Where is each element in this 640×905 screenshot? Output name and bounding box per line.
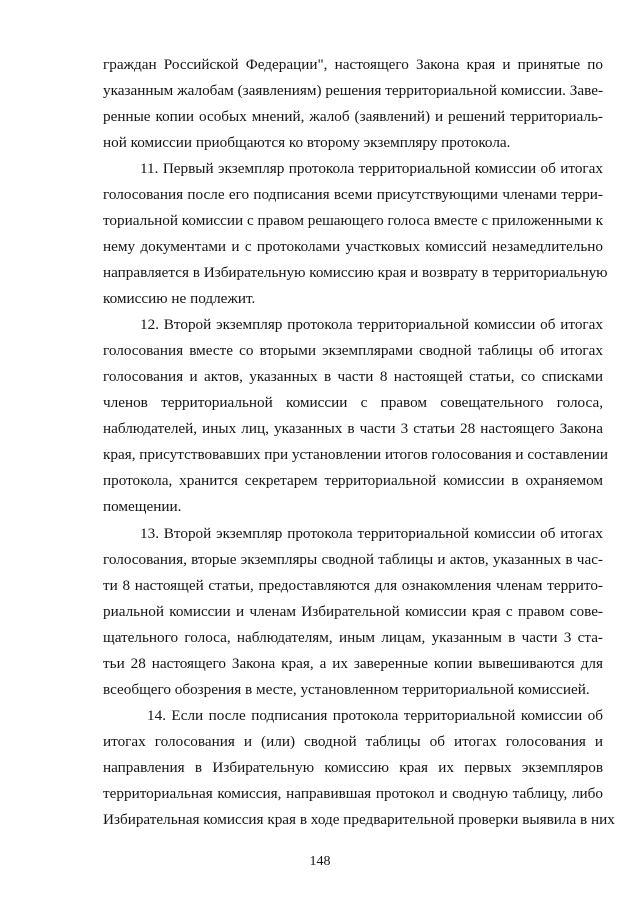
text-line: указанным жалобам (заявлениям) решения территориальной комиссии. Заве- <box>103 82 603 99</box>
text-line: голосования вместе со вторыми экземплярами сводной таблицы об итогах <box>103 342 603 359</box>
text-line: граждан Российской Федерации", настоящего Закона края и принятые по <box>103 56 603 73</box>
text-line: комиссию не подлежит. <box>103 290 256 307</box>
text-line: территориальная комиссия, направившая протокол и сводную таблицу, либо <box>103 785 603 802</box>
text-line: тьи 28 настоящего Закона края, а их заверенные копии вывешиваются для <box>103 655 603 672</box>
paragraph-start-line: 13. Второй экземпляр протокола территориальной комиссии об итогах <box>140 525 603 542</box>
text-line: итогах голосования и (или) сводной таблицы об итогах голосования и <box>103 733 603 750</box>
text-line: голосования после его подписания всеми присутствующими членами терри- <box>103 186 603 203</box>
paragraph-start-line: 12. Второй экземпляр протокола территориальной комиссии об итогах <box>140 316 603 333</box>
paragraph-start-line: 14. Если после подписания протокола территориальной комиссии об <box>147 707 603 724</box>
text-line: направляется в Избирательную комиссию края и возврату в территориальную <box>103 264 608 281</box>
text-line: голосования и актов, указанных в части 8 настоящей статьи, со списками <box>103 368 603 385</box>
text-line: голосования, вторые экземпляры сводной таблицы и актов, указанных в час- <box>103 551 603 568</box>
text-line: края, присутствовавших при установлении итогов голосования и составлении <box>103 446 609 463</box>
text-line: риальной комиссии и членам Избирательной комиссии края с правом сове- <box>103 603 603 620</box>
text-line: наблюдателей, иных лиц, указанных в части 3 статьи 28 настоящего Закона <box>103 420 603 437</box>
text-line: помещении. <box>103 498 182 515</box>
text-line: нему документами и с протоколами участковых комиссий незамедлительно <box>103 238 603 255</box>
text-line: членов территориальной комиссии с правом совещательного голоса, <box>103 394 603 411</box>
paragraph-start-line: 11. Первый экземпляр протокола территориальной комиссии об итогах <box>140 160 603 177</box>
text-line: направления в Избирательную комиссию края их первых экземпляров <box>103 759 603 776</box>
text-line: протокола, хранится секретарем территориальной комиссии в охраняемом <box>103 472 603 489</box>
text-line: Избирательная комиссия края в ходе предварительной проверки выявила в них <box>103 811 615 828</box>
text-line: ренные копии особых мнений, жалоб (заявлений) и решений территориаль- <box>103 108 603 125</box>
text-line: щательного голоса, наблюдателям, иным лицам, указанным в части 3 ста- <box>103 629 603 646</box>
page-number: 148 <box>309 854 331 869</box>
text-line: ти 8 настоящей статьи, предоставляются для ознакомления членам террито- <box>103 577 603 594</box>
text-line: ной комиссии приобщаются ко второму экземпляру протокола. <box>103 134 511 151</box>
text-line: ториальной комиссии с правом решающего голоса вместе с приложенными к <box>103 212 603 229</box>
text-line: всеобщего обозрения в месте, установленном территориальной комиссией. <box>103 681 590 698</box>
